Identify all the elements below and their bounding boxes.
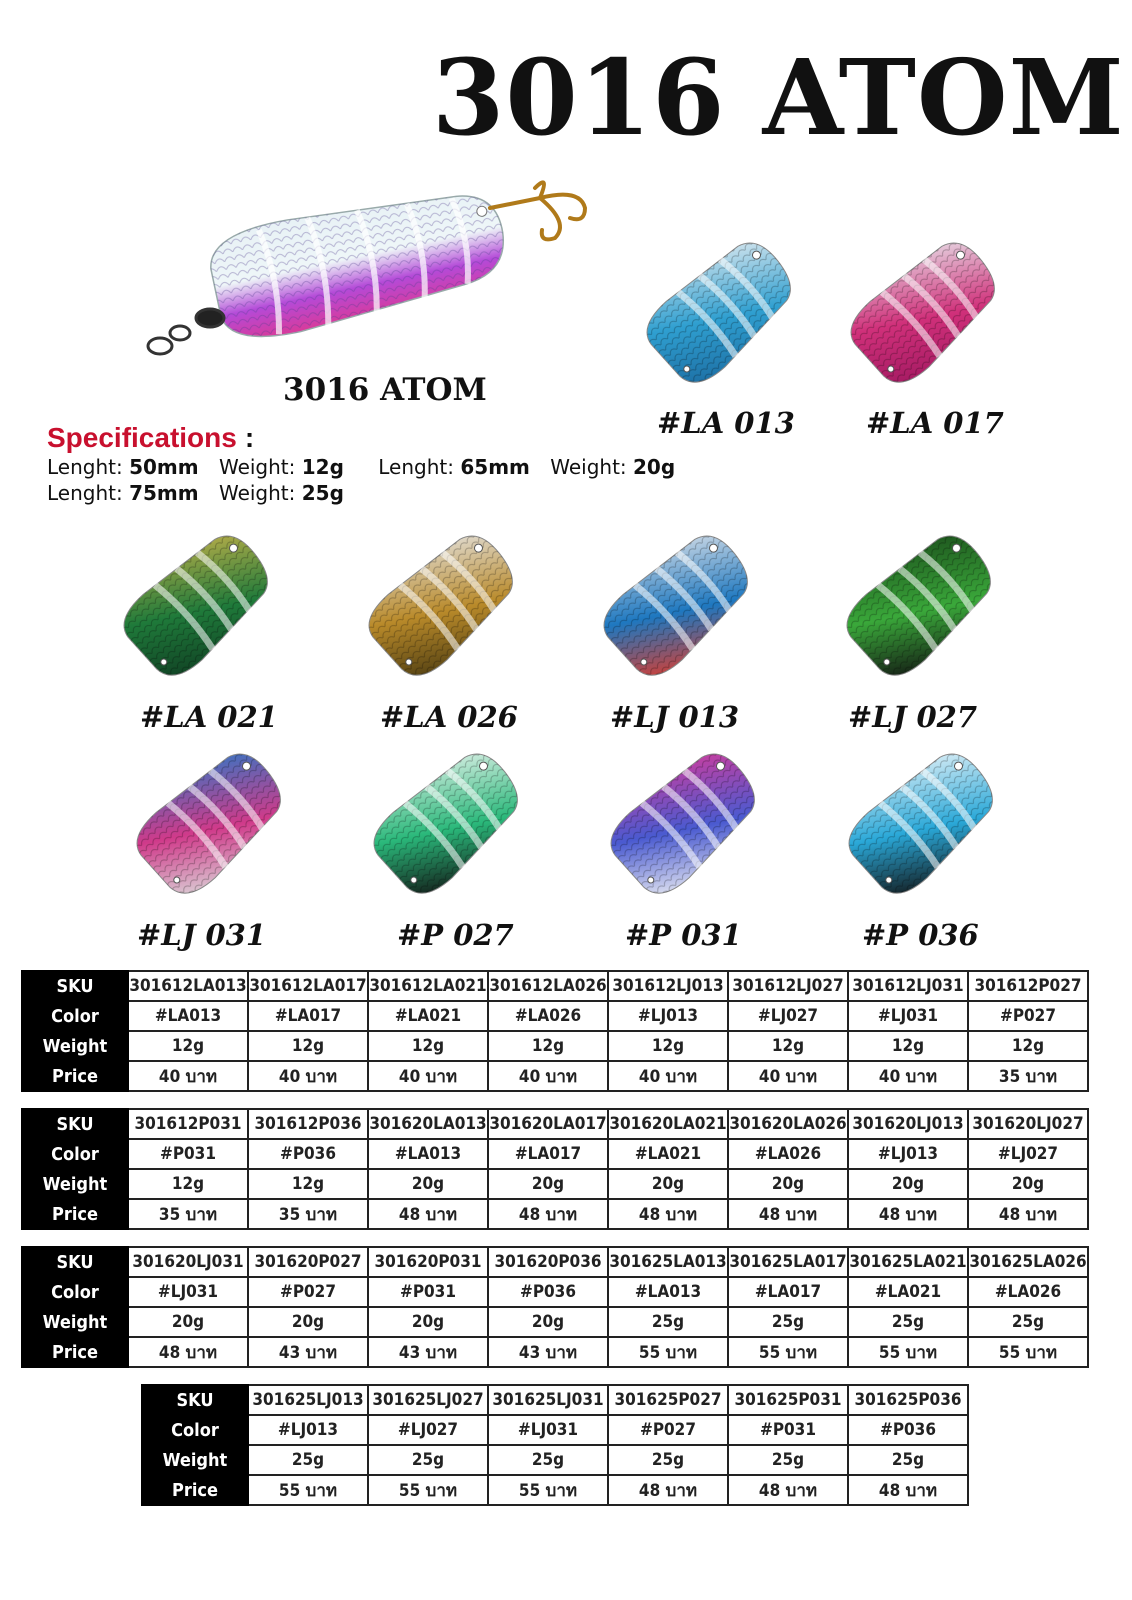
table-cell: #LA013 <box>128 1001 248 1031</box>
table-cell: 301612LA017 <box>248 971 368 1001</box>
table-cell: #LA017 <box>728 1277 848 1307</box>
table-cell: 43 บาท <box>248 1337 368 1367</box>
table-cell: #LA026 <box>968 1277 1088 1307</box>
table-cell: #P027 <box>248 1277 368 1307</box>
table-cell: 25g <box>728 1445 848 1475</box>
row-label: Weight <box>22 1031 128 1061</box>
lure-code-8: #P 027 <box>397 918 514 952</box>
table-cell: 301620LA021 <box>608 1109 728 1139</box>
table-row <box>22 1247 1088 1277</box>
table-cell: 301620P031 <box>368 1247 488 1277</box>
row-label: Color <box>22 1139 128 1169</box>
row-label: Color <box>22 1277 128 1307</box>
table-cell: 40 บาท <box>608 1061 728 1091</box>
lure-code-1: #LA 013 <box>657 406 795 440</box>
lure-image-5 <box>585 515 765 700</box>
table-cell: 40 บาท <box>488 1061 608 1091</box>
table-cell: 25g <box>968 1307 1088 1337</box>
table-cell: 12g <box>128 1169 248 1199</box>
table-cell: 55 บาท <box>248 1475 368 1505</box>
table-cell: 301625P031 <box>728 1385 848 1415</box>
table-cell: 301620LA017 <box>488 1109 608 1139</box>
table-cell: #P031 <box>128 1139 248 1169</box>
table-row <box>22 1001 1088 1031</box>
table-cell: 301625LA021 <box>848 1247 968 1277</box>
table-cell: #LA021 <box>848 1277 968 1307</box>
table-cell: #LJ027 <box>368 1415 488 1445</box>
table-cell: #LJ013 <box>608 1001 728 1031</box>
row-label: Price <box>22 1337 128 1367</box>
lure-code-5: #LJ 013 <box>610 700 740 734</box>
table-cell: 48 บาท <box>848 1475 968 1505</box>
row-label: Weight <box>142 1445 248 1475</box>
table-cell: #LA013 <box>368 1139 488 1169</box>
spec-line-2: Lenght: 75mm Weight: 25g <box>47 481 344 505</box>
lure-image-3 <box>105 515 285 700</box>
table-cell: 48 บาท <box>728 1199 848 1229</box>
table-row <box>142 1385 968 1415</box>
table-cell: #LJ031 <box>488 1415 608 1445</box>
row-label: Weight <box>22 1307 128 1337</box>
table-row <box>22 1139 1088 1169</box>
main-lure-caption: 3016 ATOM <box>283 372 487 408</box>
table-row <box>22 1277 1088 1307</box>
table-cell: 43 บาท <box>368 1337 488 1367</box>
lure-image-7 <box>118 733 298 918</box>
table-cell: 48 บาท <box>608 1475 728 1505</box>
table-row <box>22 1061 1088 1091</box>
table-cell: 12g <box>248 1169 368 1199</box>
table-cell: 301625P027 <box>608 1385 728 1415</box>
table-cell: 40 บาท <box>728 1061 848 1091</box>
table-cell: 35 บาท <box>248 1199 368 1229</box>
table-row <box>22 1169 1088 1199</box>
table-cell: 48 บาท <box>128 1337 248 1367</box>
table-cell: #LJ013 <box>248 1415 368 1445</box>
table-cell: 301612LA021 <box>368 971 488 1001</box>
table-cell: 301625LJ031 <box>488 1385 608 1415</box>
table-row <box>22 1337 1088 1367</box>
table-cell: 20g <box>848 1169 968 1199</box>
lure-code-7: #LJ 031 <box>137 918 267 952</box>
table-cell: 301612LJ013 <box>608 971 728 1001</box>
table-cell: 301612LJ027 <box>728 971 848 1001</box>
table-cell: 301620LJ013 <box>848 1109 968 1139</box>
lure-image-9 <box>592 733 772 918</box>
table-row <box>142 1445 968 1475</box>
table-row <box>22 1109 1088 1139</box>
table-cell: 48 บาท <box>488 1199 608 1229</box>
table-cell: 301620LA013 <box>368 1109 488 1139</box>
row-label: Weight <box>22 1169 128 1199</box>
table-cell: 301620LJ031 <box>128 1247 248 1277</box>
specifications-heading: Specifications : <box>47 422 255 453</box>
table-cell: 25g <box>248 1445 368 1475</box>
table-cell: 25g <box>848 1307 968 1337</box>
table-cell: 20g <box>968 1169 1088 1199</box>
table-cell: 12g <box>128 1031 248 1061</box>
lure-image-2 <box>832 222 1012 407</box>
table-cell: 55 บาท <box>968 1337 1088 1367</box>
table-row <box>22 1031 1088 1061</box>
table-cell: 40 บาท <box>848 1061 968 1091</box>
table-cell: #LA026 <box>488 1001 608 1031</box>
table-cell: #LA017 <box>248 1001 368 1031</box>
table-cell: #P036 <box>488 1277 608 1307</box>
table-cell: #LJ027 <box>728 1001 848 1031</box>
table-cell: 25g <box>488 1445 608 1475</box>
table-cell: 12g <box>848 1031 968 1061</box>
spec-line-1: Lenght: 50mm Weight: 12g Lenght: 65mm Weight: 20g <box>47 455 676 479</box>
lure-image-4 <box>350 515 530 700</box>
table-cell: 20g <box>368 1169 488 1199</box>
table-cell: #P031 <box>728 1415 848 1445</box>
table-cell: 35 บาท <box>968 1061 1088 1091</box>
table-cell: 48 บาท <box>728 1475 848 1505</box>
table-cell: 20g <box>368 1307 488 1337</box>
table-cell: #LA013 <box>608 1277 728 1307</box>
table-cell: #P027 <box>608 1415 728 1445</box>
table-cell: 25g <box>608 1307 728 1337</box>
row-label: Price <box>142 1475 248 1505</box>
table-cell: 301612LJ031 <box>848 971 968 1001</box>
sku-table-1 <box>21 970 1089 1092</box>
lure-image-8 <box>355 733 535 918</box>
table-cell: 12g <box>248 1031 368 1061</box>
row-label: SKU <box>22 971 128 1001</box>
table-cell: #LJ031 <box>128 1277 248 1307</box>
row-label: SKU <box>22 1247 128 1277</box>
table-cell: 301612LA013 <box>128 971 248 1001</box>
table-cell: 301612P036 <box>248 1109 368 1139</box>
table-cell: 20g <box>248 1307 368 1337</box>
table-cell: 12g <box>968 1031 1088 1061</box>
table-cell: #LA021 <box>368 1001 488 1031</box>
table-cell: 20g <box>128 1307 248 1337</box>
table-cell: 12g <box>728 1031 848 1061</box>
lure-code-4: #LA 026 <box>380 700 518 734</box>
row-label: Color <box>22 1001 128 1031</box>
lure-code-9: #P 031 <box>625 918 742 952</box>
table-cell: 48 บาท <box>368 1199 488 1229</box>
table-cell: 40 บาท <box>368 1061 488 1091</box>
table-cell: 12g <box>608 1031 728 1061</box>
table-row <box>142 1415 968 1445</box>
table-cell: 301625LA017 <box>728 1247 848 1277</box>
table-cell: 48 บาท <box>968 1199 1088 1229</box>
table-cell: 301625P036 <box>848 1385 968 1415</box>
table-cell: 301625LJ013 <box>248 1385 368 1415</box>
table-cell: #LA021 <box>608 1139 728 1169</box>
lure-code-3: #LA 021 <box>140 700 278 734</box>
table-cell: 48 บาท <box>608 1199 728 1229</box>
table-cell: 20g <box>488 1169 608 1199</box>
table-cell: #LA017 <box>488 1139 608 1169</box>
page-title: 3016 ATOM <box>432 36 1125 159</box>
row-label: Price <box>22 1061 128 1091</box>
table-cell: 12g <box>488 1031 608 1061</box>
sku-table-3 <box>21 1246 1089 1368</box>
table-row <box>22 1307 1088 1337</box>
table-cell: 20g <box>488 1307 608 1337</box>
lure-image-6 <box>828 515 1008 700</box>
table-cell: 301612P031 <box>128 1109 248 1139</box>
table-cell: 301625LA026 <box>968 1247 1088 1277</box>
table-cell: 40 บาท <box>248 1061 368 1091</box>
lure-image-10 <box>830 733 1010 918</box>
sku-table-2 <box>21 1108 1089 1230</box>
table-row <box>22 1199 1088 1229</box>
table-cell: 20g <box>608 1169 728 1199</box>
table-cell: 301620P036 <box>488 1247 608 1277</box>
table-cell: 48 บาท <box>848 1199 968 1229</box>
table-cell: #P031 <box>368 1277 488 1307</box>
table-cell: 301620P027 <box>248 1247 368 1277</box>
table-cell: 25g <box>368 1445 488 1475</box>
table-cell: 301620LJ027 <box>968 1109 1088 1139</box>
table-cell: 43 บาท <box>488 1337 608 1367</box>
table-cell: 301620LA026 <box>728 1109 848 1139</box>
table-cell: 35 บาท <box>128 1199 248 1229</box>
table-cell: 25g <box>848 1445 968 1475</box>
table-cell: 25g <box>728 1307 848 1337</box>
lure-image-1 <box>628 222 808 407</box>
row-label: SKU <box>22 1109 128 1139</box>
row-label: SKU <box>142 1385 248 1415</box>
main-lure-image <box>140 178 610 368</box>
table-cell: 25g <box>608 1445 728 1475</box>
table-cell: #P036 <box>848 1415 968 1445</box>
table-cell: #LA026 <box>728 1139 848 1169</box>
table-cell: #LJ013 <box>848 1139 968 1169</box>
table-cell: #P027 <box>968 1001 1088 1031</box>
table-cell: 301625LA013 <box>608 1247 728 1277</box>
table-cell: 55 บาท <box>608 1337 728 1367</box>
row-label: Color <box>142 1415 248 1445</box>
table-row <box>22 971 1088 1001</box>
table-cell: 40 บาท <box>128 1061 248 1091</box>
table-cell: #P036 <box>248 1139 368 1169</box>
lure-code-6: #LJ 027 <box>848 700 978 734</box>
sku-table-4 <box>141 1384 969 1506</box>
table-cell: 55 บาท <box>848 1337 968 1367</box>
table-cell: 55 บาท <box>488 1475 608 1505</box>
lure-code-2: #LA 017 <box>866 406 1004 440</box>
table-cell: #LJ031 <box>848 1001 968 1031</box>
table-cell: #LJ027 <box>968 1139 1088 1169</box>
row-label: Price <box>22 1199 128 1229</box>
table-cell: 55 บาท <box>368 1475 488 1505</box>
table-cell: 12g <box>368 1031 488 1061</box>
lure-code-10: #P 036 <box>862 918 979 952</box>
table-cell: 301612P027 <box>968 971 1088 1001</box>
table-cell: 55 บาท <box>728 1337 848 1367</box>
table-row <box>142 1475 968 1505</box>
table-cell: 301625LJ027 <box>368 1385 488 1415</box>
table-cell: 301612LA026 <box>488 971 608 1001</box>
table-cell: 20g <box>728 1169 848 1199</box>
